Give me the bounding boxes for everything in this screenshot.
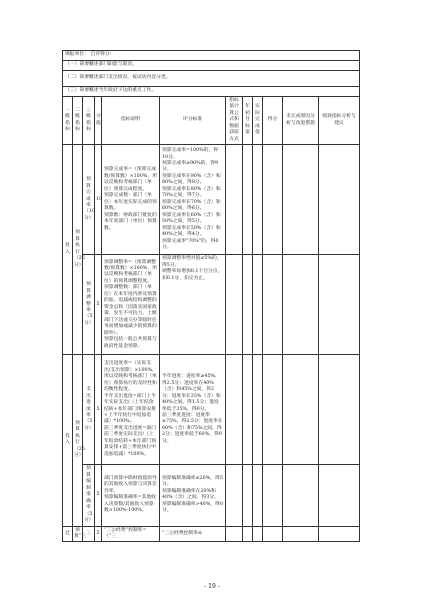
result-cell: [263, 526, 283, 542]
result-cell: [263, 255, 283, 355]
header-level2: 二级指标: [73, 97, 83, 145]
method-cell: [226, 526, 243, 542]
filling-unit-row: 填报单位： 自评得分：: [63, 51, 360, 61]
start-value-cell: [243, 255, 253, 355]
score-cell: 5: [95, 255, 102, 355]
actual-value-cell: [253, 145, 263, 255]
start-value-cell: [243, 145, 253, 255]
standard-cell: 预算调整率绝对值≤5%的，得5分。 调整率每增加0.1个百分点，扣0.1分，扣完为止。: [160, 255, 226, 355]
level2-cell: 预算“三: [73, 526, 83, 542]
start-value-cell: [243, 465, 253, 526]
standard-cell: 半年进度：进度率≥45%，得2.5分；进度率在40%（含）和45%之间，得2分；进度率在35%（含）和40%之间，得1.5分；进度率低于35%，得0分。 前三季度进度：进度率≥75%，得2.5分；进度率在60%（含）和75%之间，得2分；进度率低于60%，得0分。: [160, 355, 226, 465]
reason-cell: [283, 255, 319, 355]
result-cell: [263, 355, 283, 465]
actual-value-cell: [253, 355, 263, 465]
level1-cell: 过: [63, 526, 73, 542]
reason-cell: [283, 355, 319, 465]
level2-cell: 预算执行（25分）: [73, 145, 83, 355]
level2-cell: 预算执行（25分）: [73, 355, 83, 526]
header-level1: 一级指标: [63, 97, 73, 145]
level3-cell: 预算调整率（5分）: [83, 255, 95, 355]
start-value-cell: [243, 526, 253, 542]
header-description: 指标说明: [102, 97, 160, 145]
level3-cell: 支出进度率（5分）: [83, 355, 95, 465]
evaluation-table: [62, 50, 360, 542]
description-cell: “三公经费”控制率=（“三: [102, 526, 160, 542]
standard-cell: “三公经费控制率≤: [160, 526, 226, 542]
description-cell: 预算调整率=（预算调整数/预算数）×100%，用以反映和考核部门（单位）的预算调整程度。 预算调整数：部门（单位）在本年度内涉及预算的加、追减或结构调整的资金总和（因落实国家政策、发生不可抗力、上级部门下达或交办等临时任务而增加或减少的预算的除外）。 预算包括一般公共预算与政府性基金预算。: [102, 255, 160, 355]
page-number: - 19 -: [204, 583, 220, 590]
header-level3: 三级指标: [83, 97, 95, 145]
method-cell: [226, 465, 243, 526]
header-standard: 评分标准: [160, 97, 226, 145]
suggestion-cell: [319, 355, 360, 465]
method-cell: [226, 145, 243, 255]
reason-cell: [283, 145, 319, 255]
summary-key-work: （三）简要概述当年政府下达的重点工作。: [63, 87, 360, 97]
suggestion-cell: [319, 255, 360, 355]
level1-cell: 投入: [63, 355, 73, 526]
start-value-cell: [243, 355, 253, 465]
level3-cell: 预算完成率（10分）: [83, 145, 95, 255]
standard-cell: 预算完成率=100%的，得10分。 预算完成率≥90%的，得9分。 预算完成率在90%（含）和80%之间，得8分。 预算完成率在80%（含）和70%之间，得7分。 预算完成率在70%（含）和60%之间，得6分。 预算完成率在60%（含）和50%之间，得5分。 预算完成率在50%（含）和40%之间，得4分。 预算完成率"70%"的，得0分。: [160, 145, 226, 255]
score-cell: 5: [95, 526, 102, 542]
result-cell: [263, 145, 283, 255]
reason-cell: [283, 465, 319, 526]
header-method: 指标值计算公式和数据获取方式: [226, 97, 243, 145]
summary-duties: （一）简要概述部门职能与职责。: [63, 61, 360, 71]
header-reason: 未完成原因分析与改进措施: [283, 97, 319, 145]
suggestion-cell: [319, 465, 360, 526]
score-cell: 10: [95, 145, 102, 255]
description-cell: 支出进度率=（实际支出/支出预算）×100%，用以反映和考核部门（单位）预算执行的及时性和均衡性程度。 半年支出进度=部门上半年实际支出/（上年结余结转+本年部门预算安排+上半年执行中追加追减）*100%。 前三季度支出进度=部门前三季度实际支出/（上年结余结转+本年部门预算安排+前三季度执行中追加追减）*100%。: [102, 355, 160, 465]
method-cell: [226, 255, 243, 355]
level3-cell: 预算编制准确率（5分）: [83, 465, 95, 526]
summary-expenditure: （二）简要概述部门支出情况，按试动内容分类。: [63, 71, 360, 87]
description-cell: 预算完成率=（预算完成数/预算数）×100%，用以反映和考核部门（单位）预算完成程度。 预算完成数：部门（单位）本年度实际完成的预算数。 预算数：财政部门批复的本年度部门（单位）预算数。: [102, 145, 160, 255]
level1-cell: 投入: [63, 145, 73, 355]
level3-cell: 三: [83, 526, 95, 542]
actual-value-cell: [253, 526, 263, 542]
header-suggestion: 绩效指标分析与建议: [319, 97, 360, 145]
actual-value-cell: [253, 465, 263, 526]
result-cell: [263, 465, 283, 526]
standard-cell: 预算编制准确率≤20%，得5分。 预算编制准确率在20%和40%（含）之间，得3分。 预算编制准确率>40%，得0分。: [160, 465, 226, 526]
header-result: 得分: [263, 97, 283, 145]
header-start-value: 年初目标值: [243, 97, 253, 145]
reason-cell: [283, 526, 319, 542]
description-cell: 部门预算中除财政拨款外的其他收入预算与决算差异率。 预算编制准确率=其他收入决算数/其他收入预算数×100%-100%。: [102, 465, 160, 526]
score-cell: 5: [95, 355, 102, 465]
suggestion-cell: [319, 145, 360, 255]
header-score: 分值: [95, 97, 102, 145]
header-actual-value: 实际完成值: [253, 97, 263, 145]
actual-value-cell: [253, 255, 263, 355]
method-cell: [226, 355, 243, 465]
suggestion-cell: [319, 526, 360, 542]
score-cell: 5: [95, 465, 102, 526]
